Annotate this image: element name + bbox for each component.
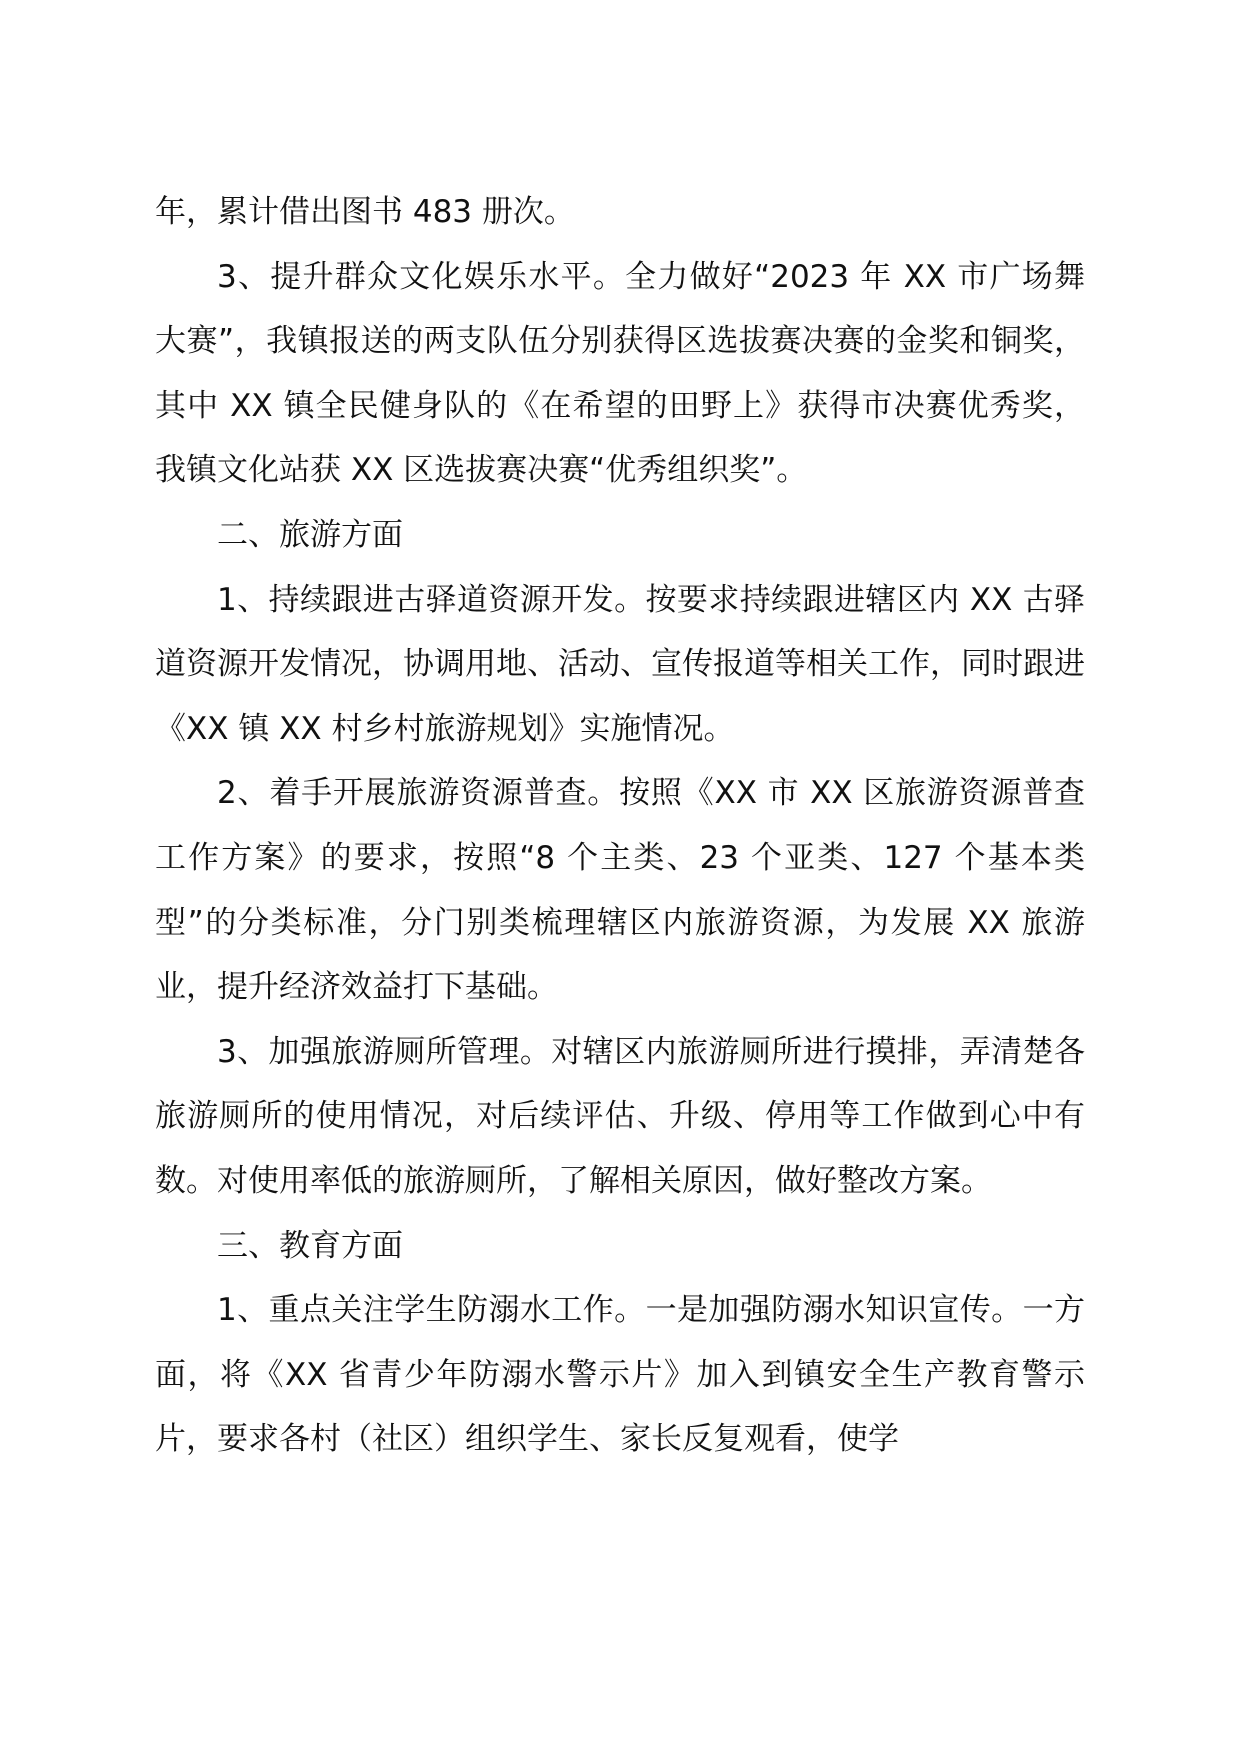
paragraph-culture-entertainment: 3、提升群众文化娱乐水平。全力做好“2023 年 XX 市广场舞大赛”，我镇报送的两支队伍分别获得区选拔赛决赛的金奖和铜奖，其中 XX 镇全民健身队的《在希望的田野上》获得市决赛优秀奖，我镇文化站获 XX 区选拔赛决赛“优秀组织奖”。 <box>155 258 1085 489</box>
paragraph-ancient-road: 1、持续跟进古驿道资源开发。按要求持续跟进辖区内 XX 古驿道资源开发情况，协调用地、活动、宣传报道等相关工作，同时跟进《XX 镇 XX 村乡村旅游规划》实施情况。 <box>155 581 1085 747</box>
section-heading-education: 三、教育方面 <box>217 1227 403 1264</box>
document-body <box>155 180 1085 1472</box>
paragraph-resource-survey: 2、着手开展旅游资源普查。按照《XX 市 XX 区旅游资源普查工作方案》的要求，按照“8 个主类、23 个亚类、127 个基本类型”的分类标准，分门别类梳理辖区内旅游资源，为发展 XX 旅游业，提升经济效益打下基础。 <box>155 775 1085 1006</box>
paragraph-toilet-management: 3、加强旅游厕所管理。对辖区内旅游厕所进行摸排，弄清楚各旅游厕所的使用情况，对后续评估、升级、停用等工作做到心中有数。对使用率低的旅游厕所，了解相关原因，做好整改方案。 <box>155 1033 1085 1199</box>
paragraph-drowning-prevention: 1、重点关注学生防溺水工作。一是加强防溺水知识宣传。一方面，将《XX 省青少年防溺水警示片》加入到镇安全生产教育警示片，要求各村（社区）组织学生、家长反复观看，使学 <box>155 1292 1085 1458</box>
paragraph-continuation: 年，累计借出图书 483 册次。 <box>155 194 575 230</box>
section-heading-tourism: 二、旅游方面 <box>217 516 403 553</box>
